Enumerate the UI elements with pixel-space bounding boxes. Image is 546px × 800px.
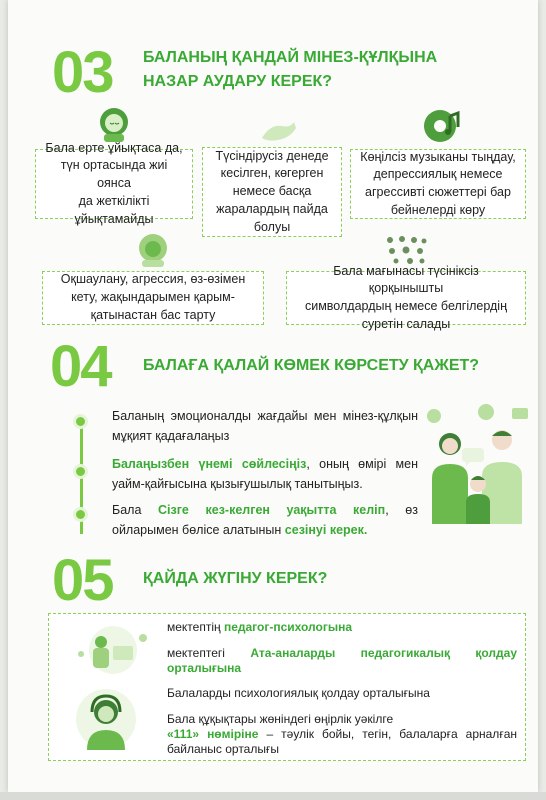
help-item: Бала Сізге кез-келген уақытта келіп, өз ойларымен бөлісе алатынын сезінуі керек. [112, 503, 418, 537]
timeline-dot [73, 464, 88, 479]
upset-child-icon [134, 232, 172, 268]
contact-item: мектептің педагог-психологына [167, 620, 353, 634]
section-number-05: 05 [52, 548, 113, 613]
contact-item: Бала құқықтары жөніндегі өңірлік уәкілге «111» нөміріне – тәулік бойы, тегін, балаларға арналған байланыс орталығы [167, 712, 517, 756]
music-icon [422, 108, 462, 144]
title-line: НАЗАР АУДАРУ КЕРЕК? [143, 73, 333, 90]
section-number-03: 03 [52, 40, 113, 105]
behavior-card: Бала мағынасы түсініксіз қорқынышты символдардың немесе белгілердің суретін салады [286, 271, 526, 325]
timeline-dot [73, 507, 88, 522]
counseling-illustration [67, 624, 159, 676]
behavior-card: Түсіндірусіз денеде кесілген, көгерген немесе басқа жаралардың пайда болуы [202, 147, 342, 237]
timeline-dot [73, 414, 88, 429]
family-illustration [418, 400, 534, 524]
sleeping-child-icon [94, 104, 134, 144]
contacts-box [48, 613, 526, 761]
section-number-04: 04 [50, 334, 111, 399]
behavior-card: Көңілсіз музыканы тыңдау, депрессиялық немесе агрессивті сюжеттері бар бейнелерді көру [350, 149, 526, 219]
behavior-card: Бала ерте ұйықтаса да, түн ортасында жиі оянса да жеткілікті ұйықтамайды [35, 149, 193, 219]
hand-icon [258, 118, 298, 146]
section-title-where: ҚАЙДА ЖҮГІНУ КЕРЕК? [143, 570, 328, 587]
info-page [8, 0, 538, 792]
title-line: БАЛАНЫҢ ҚАНДАЙ МІНЕЗ-ҚҰЛҚЫНА [143, 49, 438, 66]
hotline-operator-illustration [75, 686, 137, 752]
section-title-behavior [143, 46, 483, 94]
help-item: Балаңызбен үнемі сөйлесіңіз, оның өмірі мен уайм-қайғысына қызығушылық танытыңыз. [112, 457, 418, 491]
contact-item: мектептегі Ата-аналарды педагогикалық қолдау орталығына [167, 646, 517, 675]
section-title-help: БАЛАҒА ҚАЛАЙ КӨМЕК КӨРСЕТУ ҚАЖЕТ? [143, 357, 480, 374]
help-item: Баланың эмоционалды жағдайы мен мінез-құлқын мұқият қадағалаңыз [112, 409, 418, 443]
page-shadow-edge [0, 792, 546, 800]
scary-symbols-icon [384, 234, 428, 266]
behavior-card: Оқшаулану, агрессия, өз-өзімен кету, жақындарымен қарым- қатынастан бас тарту [42, 271, 264, 325]
contact-item: Балаларды психологиялық қолдау орталығына [167, 686, 430, 700]
